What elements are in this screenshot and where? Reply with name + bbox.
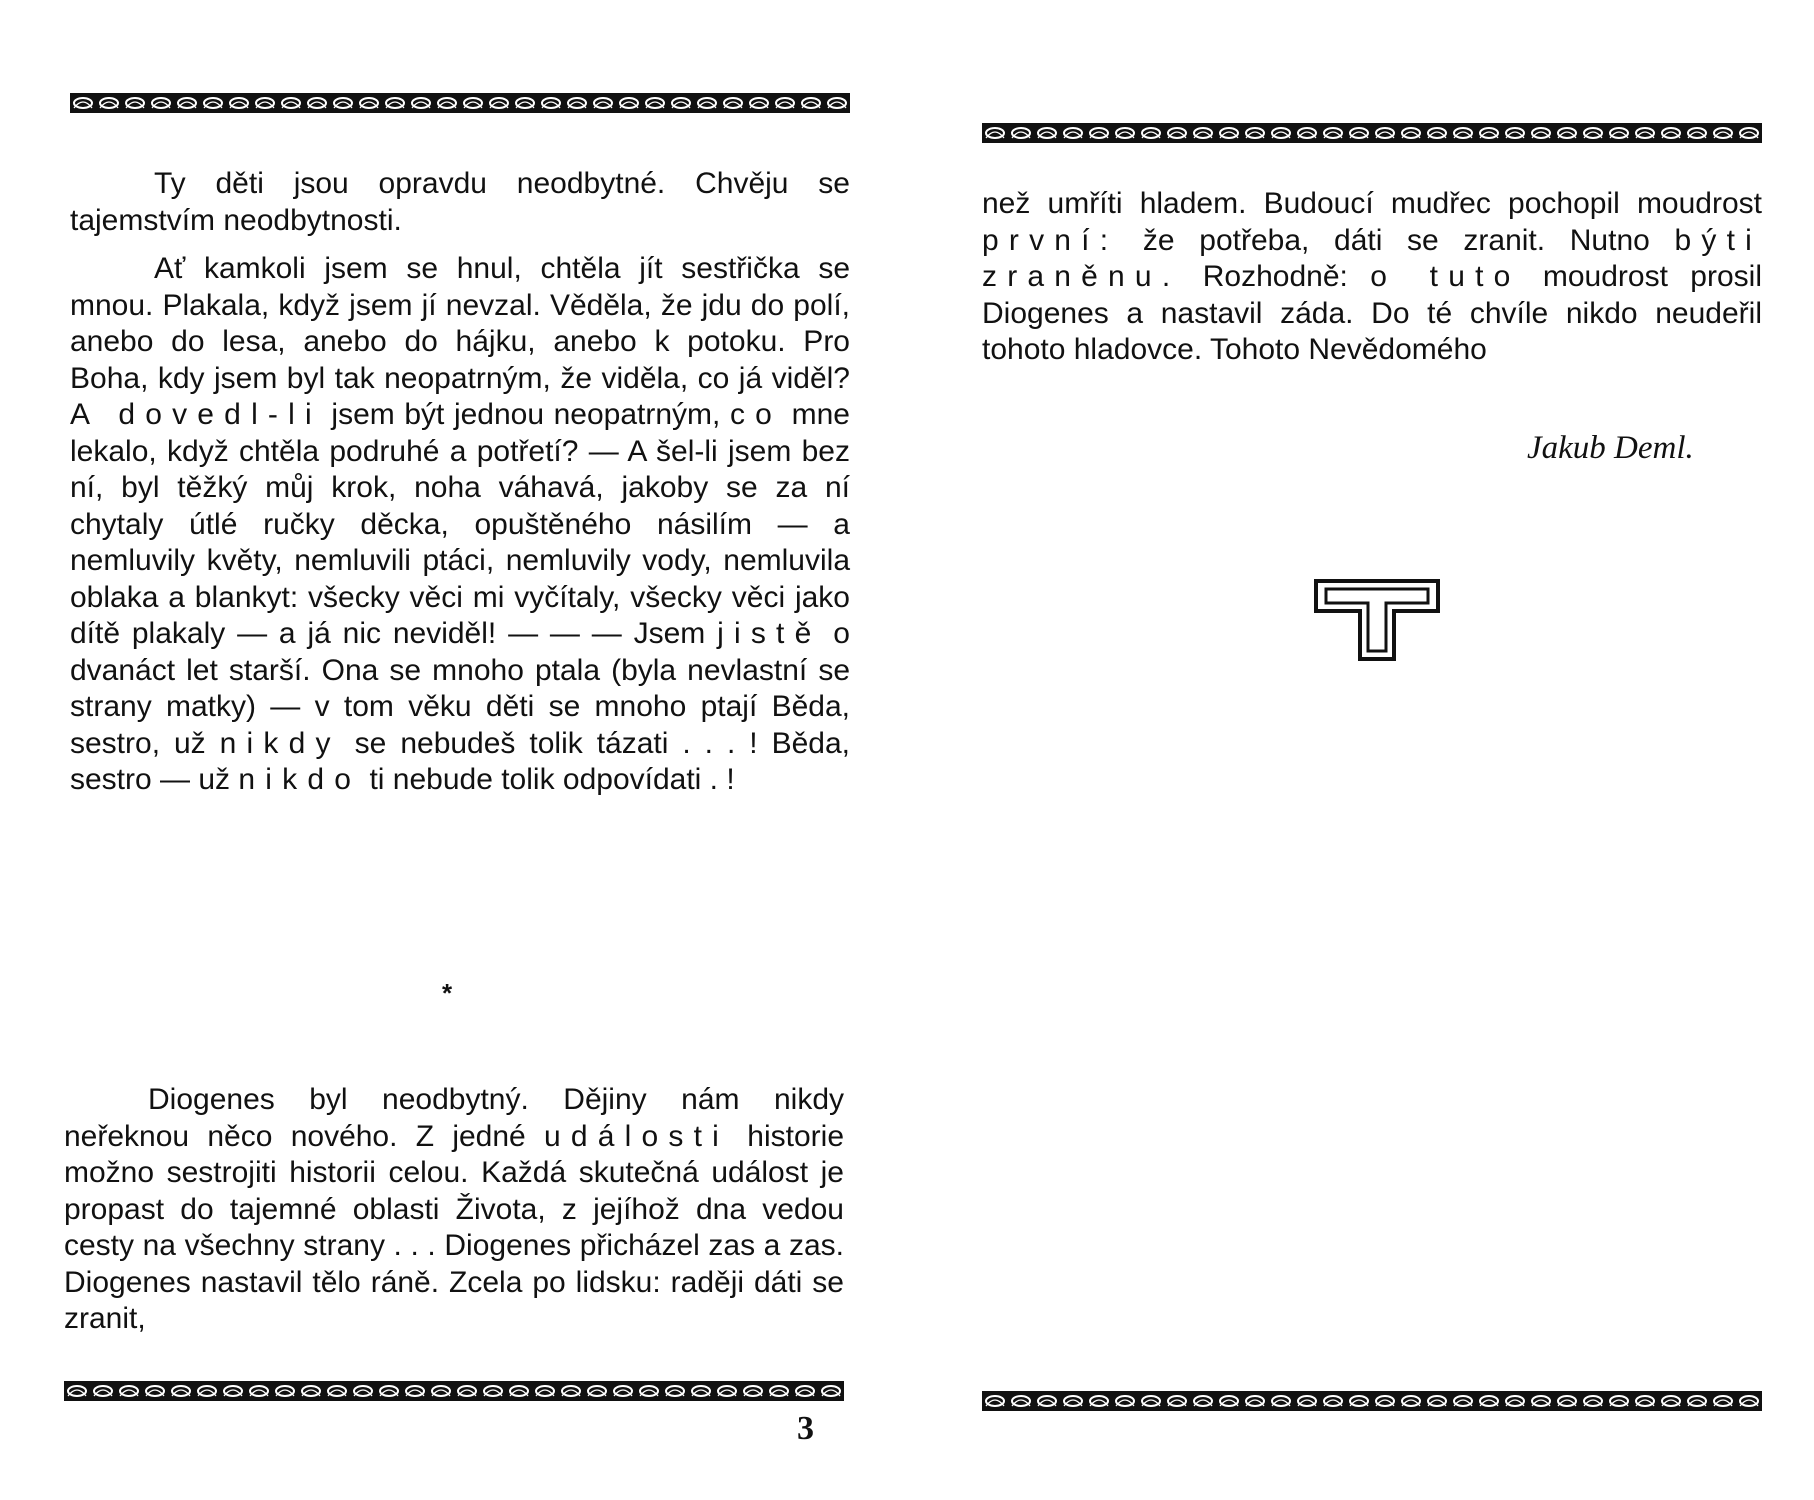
text-run: že potřeba, dáti se zranit. Nutno [1118,223,1675,257]
paragraph [70,251,850,799]
text-run: Ať kamkoli jsem se hnul, chtěla jít sestřička se mnou. Plakala, když jsem jí nevzal. Věděla, že jdu do polí, anebo do lesa, anebo do hájku, anebo k potoku. Pro Boha, kdy jsem byl tak neopatrným, že viděla, co já viděl? [70,252,850,395]
text-run: jsem být jednou neopatrným, [321,398,730,431]
text-run: se nebudeš tolik tázati . . . ! Běda, sestro — už [70,726,850,796]
text-run: historie možno sestrojiti historii celou. Každá skutečná událost je propast do tajemné oblasti Života, z jejíhož dna vedou cesty na všechny strany . . . Diogenes přicházel zas a zas. Diogenes nastavil tělo ráně. Zcela po lidsku: raději dáti se zranit, [64,1119,844,1335]
paragraph [70,166,850,239]
left-text-block-bottom [64,1082,844,1338]
top-ornament-border [70,92,850,114]
author-signature: Jakub Deml. [1527,430,1694,466]
paragraph [982,186,1762,369]
text-run: Ty děti jsou opravdu neodbytné. Chvěju se tajemstvím neodbytnosti. [70,167,850,237]
emphasized-text-run: o tuto [1370,260,1521,293]
text-run: moudrost prosil Diogenes a nastavil záda. Do té chvíle nikdo neudeřil tohoto hladovce. Tohoto Nevědomého [982,260,1762,366]
left-text-block-top [70,166,850,799]
emphasized-text-run: první: [982,223,1119,257]
t-tau-emblem-icon [1312,575,1442,665]
emphasized-text-run: jistě [717,617,822,650]
right-page [907,0,1814,1500]
emphasized-text-run: nikdy [219,726,341,760]
text-run: Rozhodně: [1180,260,1371,293]
text-run: mne lekalo, když chtěla podruhé a potřetí? — A šel-li jsem bez ní, byl těžký můj krok, noha váhavá, jakoby se za ní chytaly útlé ručky děcka, opuštěného násilím — a nemluvily květy, nemluvili ptáci, nemluvily vody, nemluvila oblaka a blankyt: všecky věci mi vyčítaly, všecky věci jako dítě plakaly — a já nic neviděl! — — — Jsem [70,398,850,650]
text-run: o dvanáct let starší. Ona se mnoho ptala (byla nevlastní se strany matky) — v tom věku děti se mnoho ptají Běda, sestro, už [70,617,850,760]
top-ornament-border [982,122,1762,144]
text-run: ti nebude tolik odpovídati . ! [361,763,735,796]
right-text-block [982,186,1762,369]
emphasized-text-run: nikdo [238,763,362,796]
bottom-ornament-border [64,1380,844,1402]
emphasized-text-run: A dovedl-li [70,398,322,431]
emphasized-text-run: co [729,398,783,431]
bottom-ornament-border [982,1390,1762,1412]
text-run: než umříti hladem. Budoucí mudřec pochopil moudrost [982,187,1762,220]
page-number: 3 [797,1410,814,1447]
text-run: Diogenes byl neodbytný. Dějiny nám nikdy neřeknou něco nového. Z jedné [64,1083,844,1153]
paragraph [64,1082,844,1338]
emphasized-text-run: býti zraněnu. [982,223,1762,293]
section-divider-asterisk: * [442,978,453,1008]
emphasized-text-run: události [544,1119,730,1153]
